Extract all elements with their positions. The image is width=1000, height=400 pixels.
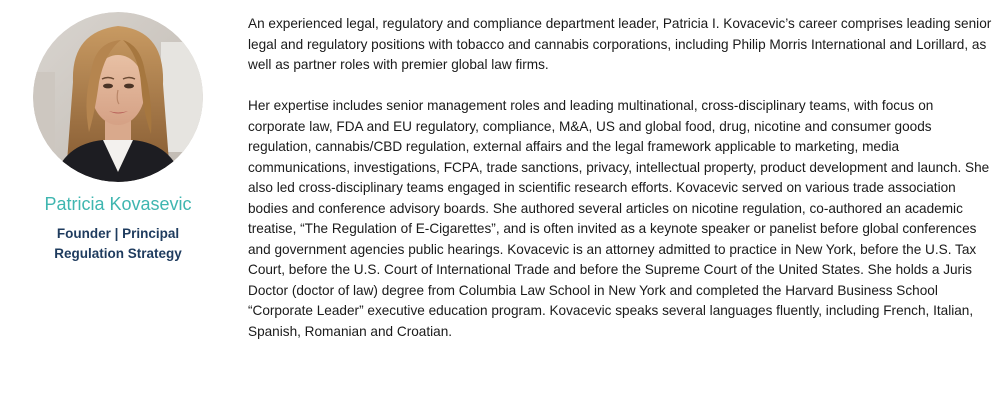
role-line-department: Regulation Strategy: [54, 246, 182, 261]
role-line-title: Founder | Principal: [56, 226, 180, 241]
person-role: [20, 224, 216, 264]
bio-paragraph-expertise: Her expertise includes senior management roles and leading multinational, cross-disciplinary teams, with focus on corporate law, FDA and EU regulatory, compliance, M&A, US and global food, drug, nicotine and consumer goods regulation, cannabis/CBD regulation, external affairs and the legal framework applicable to marketing, media communications, investigations, FCPA, trade sanctions, privacy, intellectual property, product development and launch. She also led cross-disciplinary teams engaged in scientific research efforts. Kovacevic served on various trade association bodies and conference advisory boards. She authored several articles on nicotine regulation, co-authored an academic treatise, “The Regulation of E-Cigarettes”, and is often invited as a keynote speaker or panelist before global conferences and government agencies public hearings. Kovacevic is an attorney admitted to practice in New York, before the U.S. Tax Court, before the U.S. Court of International Trade and before the Supreme Court of the United States. She holds a Juris Doctor (doctor of law) degree from Columbia Law School in New York and completed the Harvard Business School “Corporate Leader” executive education program. Kovacevic speaks several languages fluently, including French, Italian, Spanish, Romanian and Croatian.: [248, 98, 990, 339]
bio-paragraph-intro: An experienced legal, regulatory and compliance department leader, Patricia I. Kovacevic’s career comprises leading senior legal and regulatory positions with tobacco and cannabis corporations, including Philip Morris International and Lorillard, as well as partner roles with premier global law firms.: [248, 16, 992, 72]
avatar: [33, 12, 203, 182]
profile-panel: [20, 12, 216, 264]
person-name: Patricia Kovasevic: [44, 194, 192, 214]
biography: [248, 14, 992, 342]
